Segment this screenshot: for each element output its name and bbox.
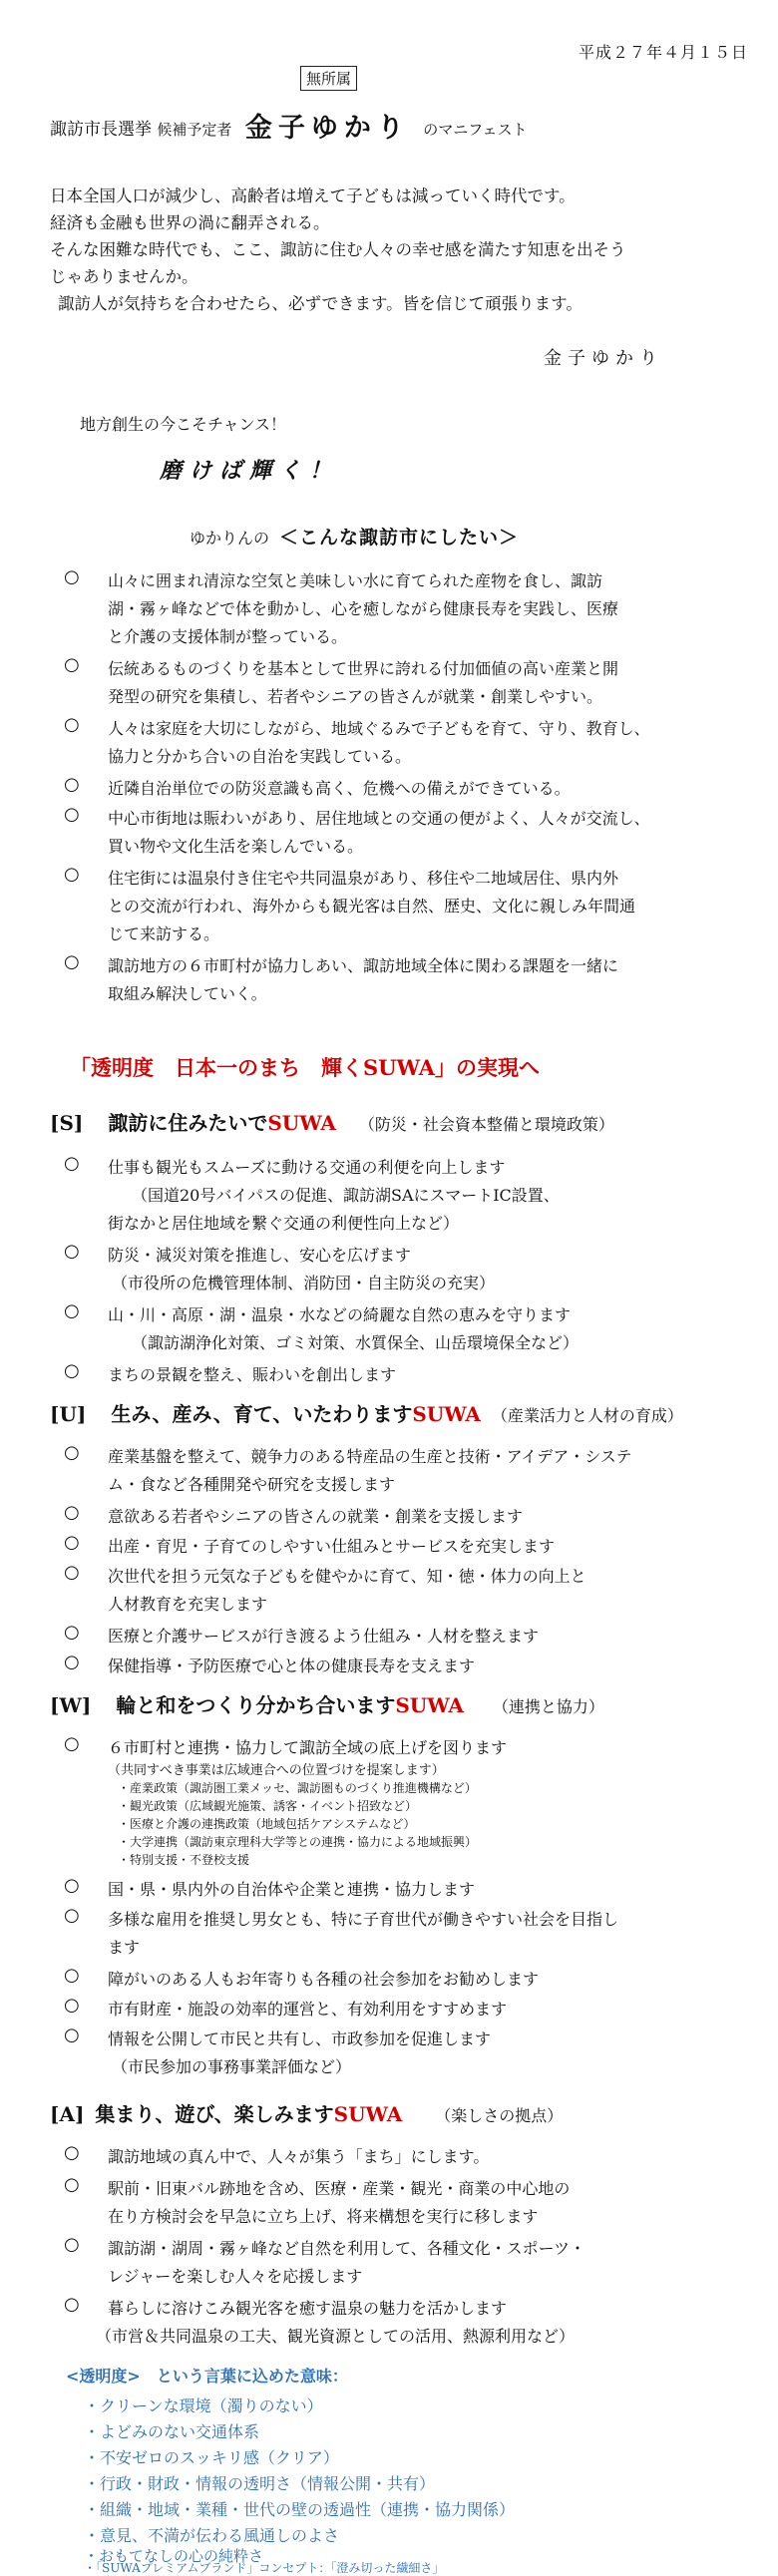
- vision-title: ＜こんな諏訪市にしたい＞: [279, 527, 520, 549]
- vision-line: 発型の研究を集積し、若者やシニアの皆さんが就業・創業しやすい。: [108, 687, 603, 706]
- transparency-item: ・「SUWAプレミアムブランド」コンセプト：「澄み切った繊細さ」: [84, 2561, 445, 2575]
- policy-line: 諏訪湖・湖周・霧ヶ峰など自然を利用して、各種文化・スポーツ・: [108, 2239, 586, 2258]
- bullet-icon: ○: [64, 714, 80, 735]
- policy-subline: （共同すべき事業は広域連合への位置づけを提案します）: [108, 1763, 445, 1778]
- vision-line: 人々は家庭を大切にしながら、地域ぐるみで子どもを育て、守り、教育し、: [108, 719, 650, 738]
- section-note: （防災・社会資本整備と環境政策）: [358, 1115, 614, 1134]
- policy-subline: ・大学連携（諏訪東京理科大学等との連携・協力による地域振興）: [118, 1835, 478, 1849]
- section-title: 生み、産み、育て、いたわります: [111, 1402, 413, 1426]
- bullet-icon: ○: [64, 1875, 80, 1896]
- policy-line: ６市町村と連携・協力して諏訪全域の底上げを図ります: [108, 1738, 508, 1757]
- policy-line: ます: [108, 1938, 141, 1957]
- bullet-icon: ○: [64, 2234, 80, 2255]
- bullet-icon: ○: [64, 2294, 80, 2315]
- bullet-icon: ○: [64, 2174, 80, 2195]
- intro-line: 経済も金融も世界の渦に翻弄される。: [50, 213, 330, 232]
- vision-line: 協力と分かち合いの自治を実践している。: [108, 747, 412, 766]
- bullet-icon: ○: [64, 1300, 80, 1321]
- policy-line: 暮らしに溶けこみ観光客を癒す温泉の魅力を活かします: [108, 2299, 508, 2318]
- section-u-heading: [50, 1398, 683, 1427]
- candidate-name: 金子ゆかり: [244, 113, 410, 144]
- section-tag: [U]: [50, 1402, 87, 1426]
- affiliation-box: 無所属: [300, 66, 357, 91]
- section-title: 諏訪に住みたいで: [108, 1111, 268, 1135]
- slogan: 磨けば輝く！: [160, 458, 340, 484]
- section-note: （楽しさの拠点）: [435, 2106, 564, 2125]
- bullet-icon: ○: [64, 1965, 80, 1986]
- policy-line: 街なかと居住地域を繋ぐ交通の利便性向上など）: [108, 1214, 460, 1233]
- transparency-item: ・おもてなしの心の純粋さ: [84, 2547, 264, 2565]
- suwa-brand: SUWA: [395, 1693, 464, 1717]
- policy-line: 防災・減災対策を推進し、安心を広げます: [108, 1246, 412, 1265]
- vision-line: 湖・霧ヶ峰などで体を動かし、心を癒しながら健康長寿を実践し、医療: [108, 599, 619, 618]
- policy-line: 仕事も観光もスムーズに動ける交通の利便を向上します: [108, 1158, 506, 1177]
- policy-line: 次世代を担う元気な子どもを健やかに育て、知・徳・体力の向上と: [108, 1567, 586, 1586]
- date: 平成２７年４月１５日: [578, 43, 748, 62]
- bullet-icon: ○: [64, 566, 80, 587]
- bullet-icon: ○: [64, 804, 80, 825]
- policy-line: 在り方検討会を早急に立ち上げ、将来構想を実行に移します: [108, 2207, 539, 2226]
- intro-line: 日本全国人口が減少し、高齢者は増えて子どもは減っていく時代です。: [50, 186, 576, 205]
- vision-prefix: ゆかりんの: [190, 529, 270, 548]
- realize-title: 「透明度 日本一のまち 輝くSUWA」の実現へ: [70, 1055, 541, 1080]
- bullet-icon: ○: [64, 774, 80, 795]
- intro-line: じゃありませんか。: [50, 267, 198, 286]
- policy-line: 市有財産・施設の効率的運営と、有効利用をすすめます: [108, 2000, 508, 2019]
- transparency-item: ・組織・地域・業種・世代の壁の透過性（連携・協力関係）: [84, 2500, 516, 2519]
- vision-line: じて来訪する。: [108, 924, 220, 943]
- policy-line: 医療と介護サービスが行き渡るよう仕組み・人材を整えます: [108, 1627, 540, 1646]
- bullet-icon: ○: [64, 654, 80, 675]
- section-note: （産業活力と人材の育成）: [491, 1406, 683, 1425]
- bullet-icon: ○: [64, 2142, 80, 2163]
- intro-line: 諏訪人が気持ちを合わせたら、必ずできます。皆を信じて頑張ります。: [58, 294, 583, 313]
- bullet-icon: ○: [64, 1532, 80, 1553]
- bullet-icon: ○: [64, 1905, 80, 1926]
- section-s-heading: [50, 1107, 614, 1136]
- vision-line: 中心市街地は賑わいがあり、居住地域との交通の便がよく、人々が交流し、: [108, 809, 650, 828]
- policy-line: 国・県・県内外の自治体や企業と連携・協力します: [108, 1880, 476, 1899]
- section-tag: [W]: [50, 1693, 92, 1717]
- bullet-icon: ○: [64, 1241, 80, 1262]
- election-name: 諏訪市長選挙: [50, 120, 152, 140]
- section-tag: [A]: [50, 2102, 85, 2126]
- vision-line: 山々に囲まれ清涼な空気と美味しい水に育てられた産物を食し、諏訪: [108, 571, 603, 590]
- policy-line: （市営＆共同温泉の工夫、観光資源としての活用、熱源利用など）: [96, 2327, 576, 2346]
- section-title: 輪と和をつくり分かち合います: [116, 1693, 396, 1717]
- vision-line: 住宅街には温泉付き住宅や共同温泉があり、移住や二地域居住、県内外: [108, 869, 619, 888]
- policy-line: 人材教育を充実します: [108, 1595, 268, 1614]
- bullet-icon: ○: [64, 1652, 80, 1672]
- transparency-item: ・不安ゼロのスッキリ感（クリア）: [84, 2448, 339, 2467]
- policy-line: （市民参加の事務事業評価など）: [112, 2057, 352, 2076]
- vision-line: 買い物や文化生活を楽しんでいる。: [108, 837, 364, 856]
- bullet-icon: ○: [64, 1622, 80, 1643]
- transparency-item: ・行政・財政・情報の透明さ（情報公開・共有）: [84, 2474, 436, 2493]
- transparency-item: ・意見、不満が伝わる風通しのよさ: [84, 2526, 340, 2545]
- vision-line: 近隣自治単位での防災意識も高く、危機への備えができている。: [108, 779, 571, 798]
- bullet-icon: ○: [64, 1502, 80, 1523]
- section-w-heading: [50, 1689, 604, 1718]
- policy-line: 情報を公開して市民と共有し、市政参加を促進します: [108, 2029, 492, 2048]
- vision-line: と介護の支援体制が整っている。: [108, 627, 348, 646]
- policy-line: 保健指導・予防医療で心と体の健康長寿を支えます: [108, 1656, 476, 1675]
- policy-line: 出産・育児・子育てのしやすい仕組みとサービスを充実します: [108, 1537, 556, 1556]
- bullet-icon: ○: [64, 2024, 80, 2045]
- bullet-icon: ○: [64, 1153, 80, 1174]
- suwa-brand: SUWA: [333, 2102, 403, 2126]
- policy-line: 意欲ある若者やシニアの皆さんの就業・創業を支援します: [108, 1507, 524, 1526]
- policy-line: 諏訪地域の真ん中で、人々が集う「まち」にします。: [108, 2147, 490, 2166]
- policy-subline: ・産業政策（諏訪圏工業メッセ、諏訪圏ものづくり推進機構など）: [118, 1781, 477, 1795]
- bullet-icon: ○: [64, 1442, 80, 1463]
- title-line: [50, 106, 528, 145]
- policy-line: （諏訪湖浄化対策、ゴミ対策、水質保全、山岳環境保全など）: [132, 1333, 580, 1352]
- section-title: 集まり、遊び、楽しみます: [95, 2102, 334, 2126]
- policy-subline: ・医療と介護の連携政策（地域包括ケアシステムなど）: [118, 1817, 416, 1831]
- bullet-icon: ○: [64, 951, 80, 972]
- section-note: （連携と協力）: [492, 1697, 604, 1716]
- vision-line: との交流が行われ、海外からも観光客は自然、歴史、文化に親しみ年間通: [108, 897, 635, 916]
- section-tag: [S]: [50, 1111, 84, 1135]
- candidate-label: 候補予定者: [157, 121, 232, 139]
- bullet-icon: ○: [64, 864, 80, 885]
- intro-line: そんな困難な時代でも、ここ、諏訪に住む人々の幸せ感を満たす知恵を出そう: [50, 240, 626, 259]
- section-a-heading: [50, 2098, 563, 2127]
- policy-line: まちの景観を整え、賑わいを創出します: [108, 1365, 396, 1384]
- vision-line: 伝統あるものづくりを基本として世界に誇れる付加価値の高い産業と開: [108, 659, 619, 678]
- policy-line: （市役所の危機管理体制、消防団・自主防災の充実）: [112, 1274, 496, 1292]
- bullet-icon: ○: [64, 1562, 80, 1583]
- vision-heading: [190, 523, 519, 550]
- suwa-brand: SUWA: [412, 1402, 481, 1426]
- suwa-brand: SUWA: [267, 1111, 336, 1135]
- chance-line: 地方創生の今こそチャンス！: [80, 415, 287, 434]
- policy-line: （国道20号バイパスの促進、諏訪湖SAにスマートIC設置、: [132, 1186, 560, 1205]
- vision-line: 取組み解決していく。: [108, 984, 267, 1003]
- manifesto-label: のマニフェスト: [423, 121, 528, 139]
- policy-line: 多様な雇用を推奨し男女とも、特に子育世代が働きやすい社会を目指し: [108, 1910, 619, 1929]
- policy-line: 山・川・高原・湖・温泉・水などの綺麗な自然の恵みを守ります: [108, 1305, 572, 1324]
- transparency-heading: <透明度> という言葉に込めた意味：: [66, 2367, 348, 2386]
- policy-line: ム・食など各種開発や研究を支援します: [108, 1475, 396, 1494]
- policy-subline: ・特別支援・不登校支援: [118, 1853, 250, 1867]
- transparency-item: ・よどみのない交通体系: [84, 2422, 260, 2441]
- bullet-icon: ○: [64, 1360, 80, 1381]
- transparency-item: ・クリーンな環境（濁りのない）: [84, 2396, 323, 2415]
- bullet-icon: ○: [64, 1733, 80, 1754]
- bullet-icon: ○: [64, 1995, 80, 2016]
- policy-subline: ・観光政策（広域観光施策、誘客・イベント招致など）: [118, 1799, 418, 1813]
- policy-line: 障がいのある人もお年寄りも各種の社会参加をお勧めします: [108, 1970, 540, 1989]
- policy-line: 駅前・旧東バル跡地を含め、医療・産業・観光・商業の中心地の: [108, 2179, 571, 2198]
- vision-line: 諏訪地方の６市町村が協力しあい、諏訪地域全体に関わる課題を一緒に: [108, 956, 619, 975]
- policy-line: レジャーを楽しむ人々を応援します: [108, 2267, 363, 2286]
- policy-line: 産業基盤を整えて、競争力のある特産品の生産と技術・アイデア・システ: [108, 1447, 632, 1466]
- signature: 金子ゆかり: [544, 348, 663, 369]
